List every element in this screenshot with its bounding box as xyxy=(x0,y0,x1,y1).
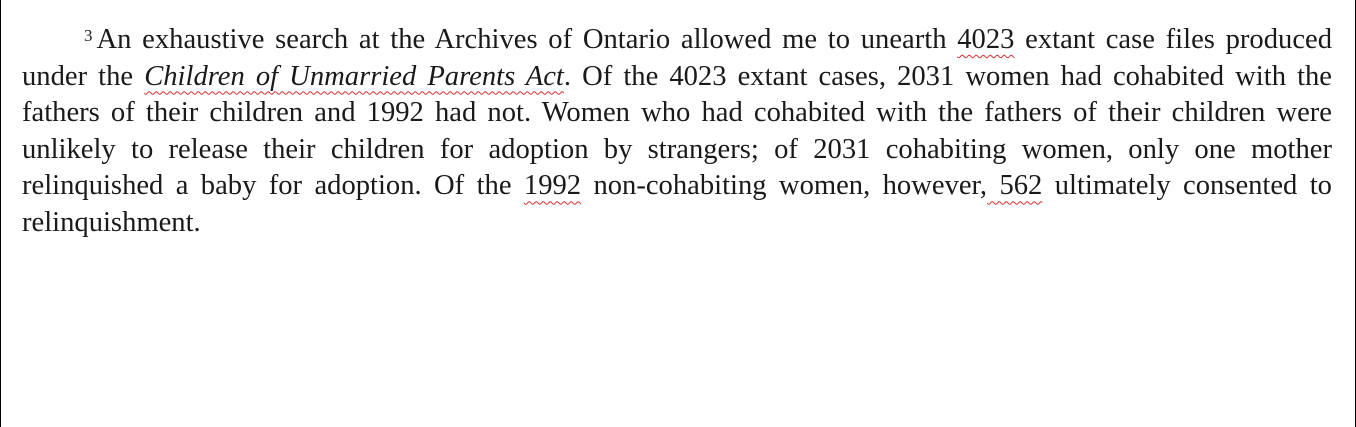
footnote-paragraph xyxy=(22,22,1332,242)
footnote-text-5: ultimately consented to relinquishment. xyxy=(22,170,1332,238)
underlined-number-562: 562 xyxy=(987,170,1043,202)
underlined-number-1992: 1992 xyxy=(523,170,582,202)
act-title: Children of Unmarried Parents Act xyxy=(144,60,564,92)
footnote-text-1: An exhaustive search at the Archives of Ontario allowed me to unearth xyxy=(96,24,958,55)
footnote-text-4: non-cohabiting women, however, xyxy=(581,170,988,202)
underlined-number-4023: 4023 xyxy=(957,24,1015,55)
footnote-marker: 3 xyxy=(84,26,93,45)
footnote-text-3: . Of the 4023 extant cases, 2031 women had cohabited with the fathers of their children and 1992 had not. Women who had cohabited with the fathers of their children were unlikely to release their children for adoption by strangers; of 2031 cohabiting women, only one mother relinquished a baby for adoption. Of the xyxy=(22,60,1332,202)
footnote-text-2: extant case files produced under the xyxy=(22,24,1333,92)
